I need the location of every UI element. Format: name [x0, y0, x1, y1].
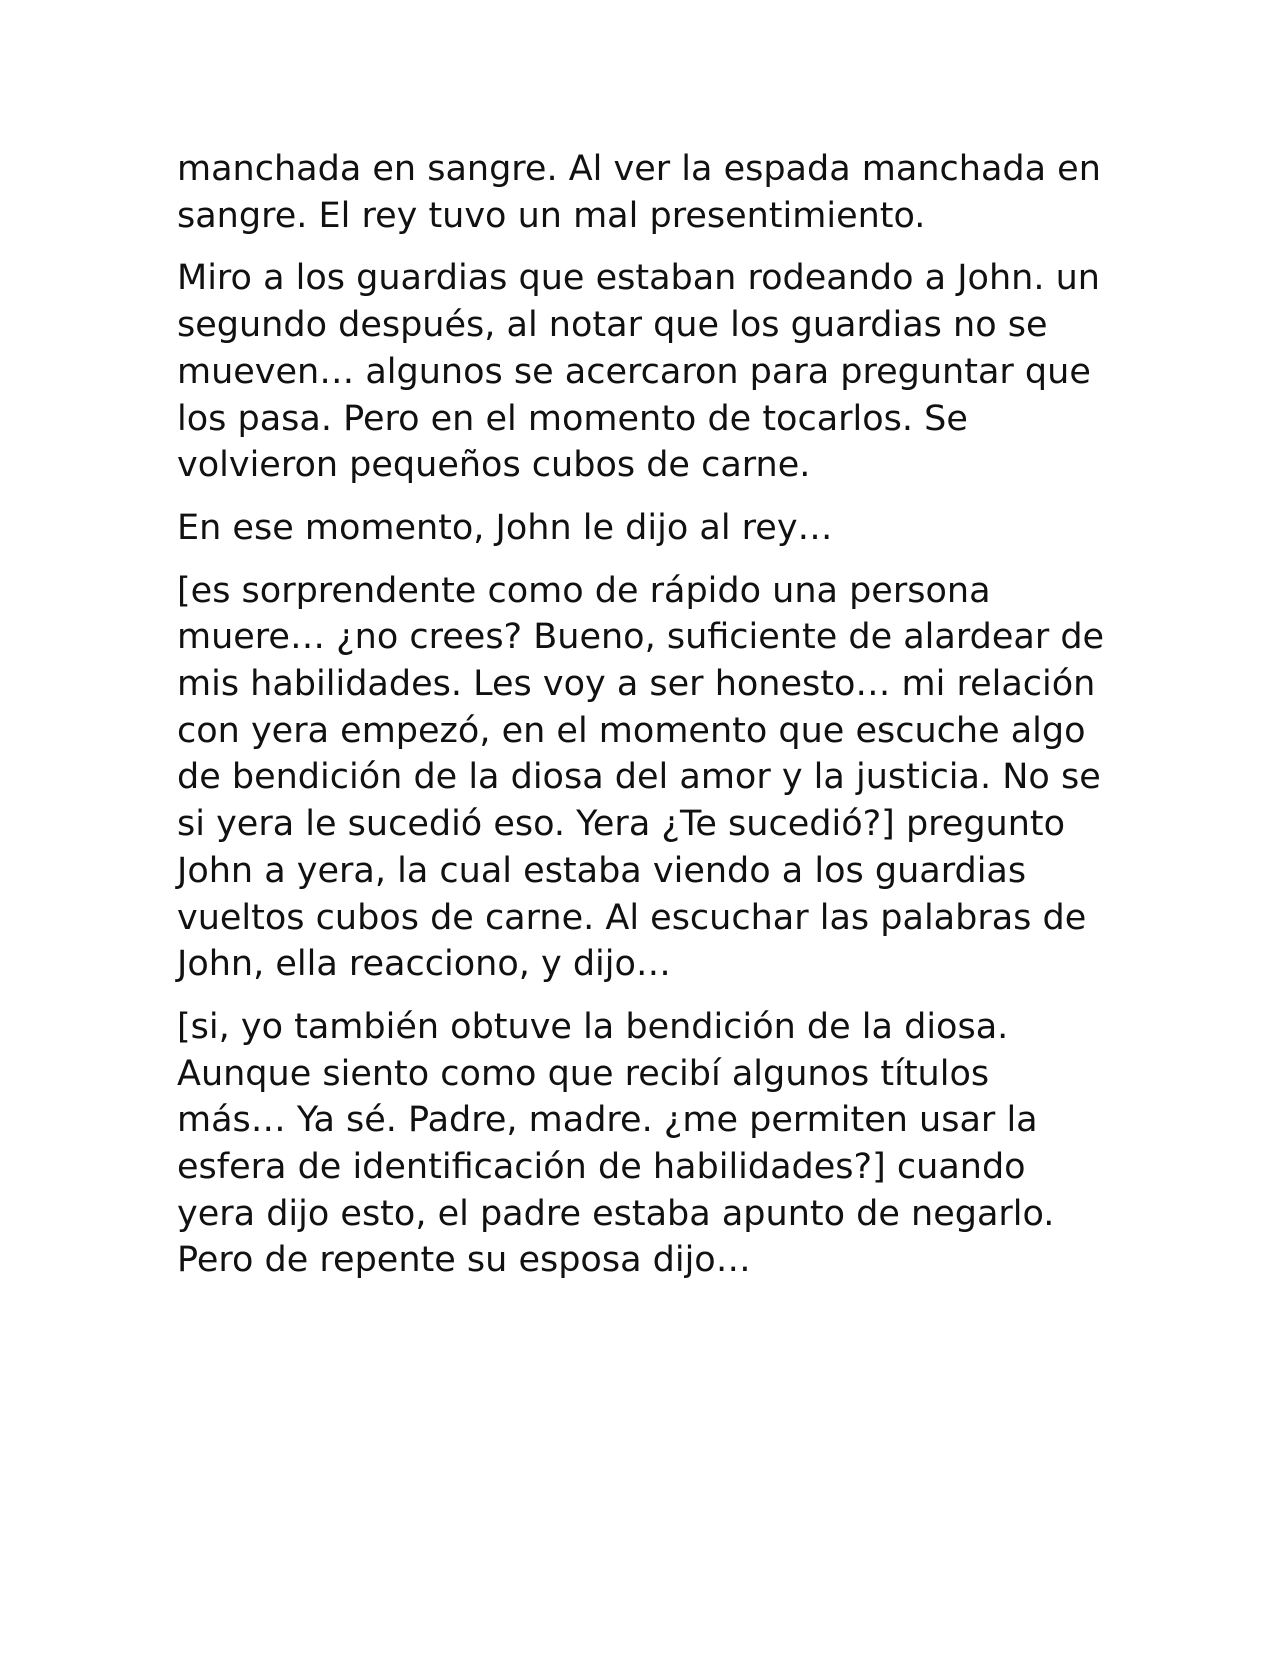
paragraph-4: [es sorprendente como de rápido una persona muere… ¿no crees? Bueno, suficiente de alardear de mis habilidades. Les voy a ser honesto… mi relación con yera empezó, en el momento que escuche algo de bendición de la diosa del amor y la justicia. No se si yera le sucedió eso. Yera ¿Te sucedió?] pregunto John a yera, la cual estaba viendo a los guardias vueltos cubos de carne. Al escuchar las palabras de John, ella reacciono, y dijo… [177, 570, 1105, 985]
document-page [177, 146, 1107, 1300]
paragraph-2: Miro a los guardias que estaban rodeando a John. un segundo después, al notar que los guardias no se mueven… algunos se acercaron para preguntar que los pasa. Pero en el momento de tocarlos. Se volvieron pequeños cubos de carne. [177, 258, 1100, 486]
paragraph-5: [si, yo también obtuve la bendición de la diosa. Aunque siento como que recibí algunos títulos más… Ya sé. Padre, madre. ¿me permiten usar la esfera de identificación de habilidades?] cuando yera dijo esto, el padre estaba apunto de negarlo. Pero de repente su esposa dijo… [177, 1006, 1055, 1281]
paragraph-3: En ese momento, John le dijo al rey… [177, 507, 833, 548]
paragraph-1: manchada en sangre. Al ver la espada manchada en sangre. El rey tuvo un mal presentimiento. [177, 149, 1101, 236]
